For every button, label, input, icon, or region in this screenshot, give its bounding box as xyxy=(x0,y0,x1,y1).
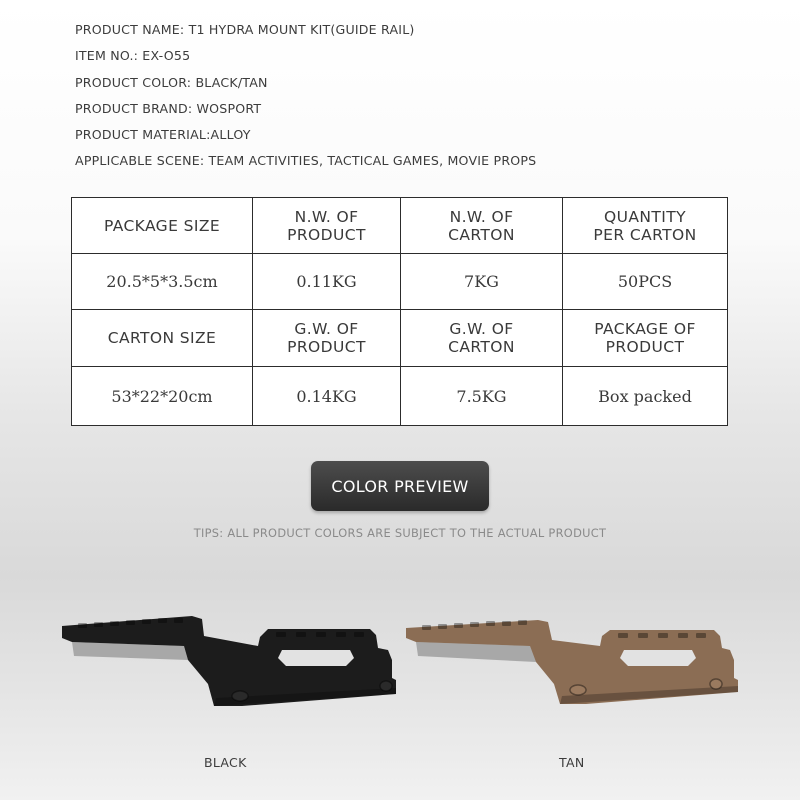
color-tips-text: TIPS: ALL PRODUCT COLORS ARE SUBJECT TO THE ACTUAL PRODUCT xyxy=(193,526,607,540)
color-label-black: BLACK xyxy=(204,755,247,770)
spec-item-no: ITEM NO.: EX-O55 xyxy=(75,48,191,64)
header-carton-size: CARTON SIZE xyxy=(72,310,253,367)
header-gw-product: G.W. OF PRODUCT xyxy=(253,310,401,367)
value-gw-product: 0.14KG xyxy=(253,367,401,426)
header-nw-product: N.W. OF PRODUCT xyxy=(253,198,401,254)
value-package-of-product: Box packed xyxy=(563,367,728,426)
color-label-tan: TAN xyxy=(559,755,585,770)
header-package-of-product: PACKAGE OF PRODUCT xyxy=(563,310,728,367)
black-mount-image xyxy=(50,600,402,720)
product-specs xyxy=(75,17,536,175)
value-nw-carton: 7KG xyxy=(401,254,563,310)
table-row xyxy=(72,198,728,254)
table-row xyxy=(72,254,728,310)
table-row xyxy=(72,310,728,367)
spec-product-name: PRODUCT NAME: T1 HYDRA MOUNT KIT(GUIDE RAIL) xyxy=(75,22,415,37)
tan-mount-image xyxy=(398,600,750,720)
color-preview-button[interactable]: COLOR PREVIEW xyxy=(311,461,489,511)
table-row xyxy=(72,367,728,426)
header-quantity-per-carton: QUANTITY PER CARTON xyxy=(563,198,728,254)
value-gw-carton: 7.5KG xyxy=(401,367,563,426)
value-carton-size: 53*22*20cm xyxy=(72,367,253,426)
header-nw-carton: N.W. OF CARTON xyxy=(401,198,563,254)
spec-applicable-scene: APPLICABLE SCENE: TEAM ACTIVITIES, TACTICAL GAMES, MOVIE PROPS xyxy=(75,153,537,169)
value-package-size: 20.5*5*3.5cm xyxy=(72,254,253,310)
header-package-size: PACKAGE SIZE xyxy=(72,198,253,254)
spec-product-material: PRODUCT MATERIAL:ALLOY xyxy=(75,127,251,143)
header-gw-carton: G.W. OF CARTON xyxy=(401,310,563,367)
spec-product-brand: PRODUCT BRAND: WOSPORT xyxy=(75,100,262,116)
value-nw-product: 0.11KG xyxy=(253,254,401,310)
spec-product-color: PRODUCT COLOR: BLACK/TAN xyxy=(75,74,268,90)
package-spec-table xyxy=(71,197,728,426)
value-quantity-per-carton: 50PCS xyxy=(563,254,728,310)
